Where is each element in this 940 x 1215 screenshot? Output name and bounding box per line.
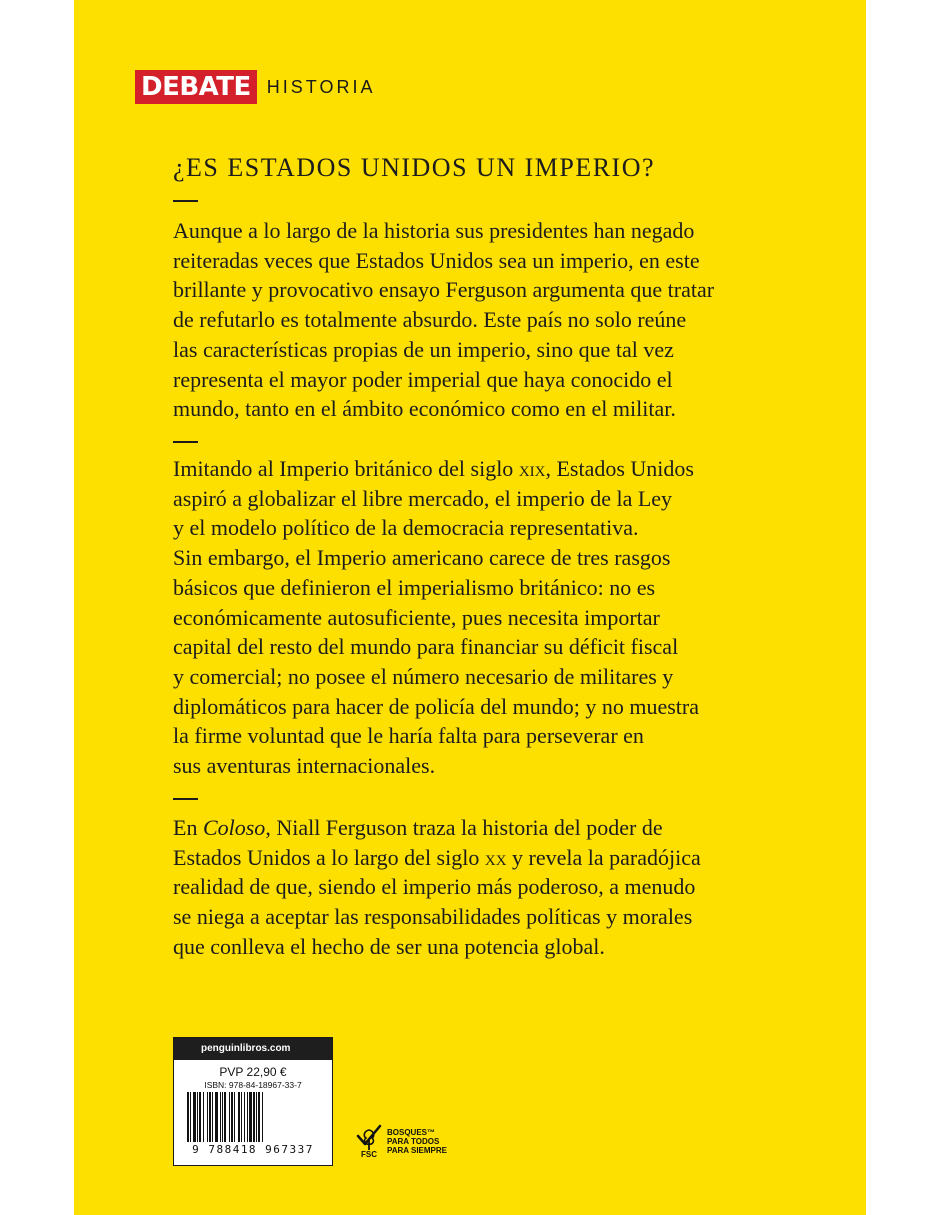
website-url: penguinlibros.com — [174, 1038, 332, 1060]
barcode-bar — [231, 1092, 233, 1142]
barcode-bar — [241, 1092, 242, 1142]
barcode-bar — [209, 1092, 211, 1142]
text-line — [173, 454, 783, 484]
text-line: económicamente autosuficiente, pues necesita importar — [173, 604, 660, 630]
text-line: la firme voluntad que le haría falta para perseverar en — [173, 723, 644, 749]
text-line — [173, 843, 783, 873]
fsc-slogan-line: PARA SIEMPRE — [387, 1146, 448, 1155]
text-line: sus aventuras internacionales. — [173, 753, 436, 779]
text-line: las características propias de un imperio, sino que tal vez — [173, 336, 674, 362]
book-title: Coloso — [202, 815, 266, 840]
text-line: capital del resto del mundo para financiar su déficit fiscal — [173, 634, 679, 660]
barcode-bar — [253, 1092, 255, 1142]
barcode-bar — [222, 1092, 223, 1142]
roman-century: xx — [484, 844, 507, 870]
text-line: básicos que definieron el imperialismo británico: no es — [173, 574, 656, 600]
retail-price: PVP 22,90 € — [219, 1065, 287, 1079]
text-line — [173, 813, 783, 843]
text-line: aspiró a globalizar el libre mercado, el imperio de la Ley — [173, 485, 673, 511]
roman-century: xix — [518, 456, 546, 481]
barcode-bar — [215, 1092, 218, 1142]
fsc-slogan — [387, 1128, 447, 1155]
text-fragment: Imitando al Imperio británico del siglo — [173, 456, 519, 481]
barcode-bar — [229, 1092, 230, 1142]
publisher-logo — [135, 70, 375, 104]
barcode-bar — [220, 1092, 221, 1142]
book-back-cover — [74, 0, 866, 1215]
barcode-icon — [185, 1092, 321, 1142]
blurb-paragraph-1 — [173, 216, 783, 424]
text-fragment: , Niall Ferguson traza la historia del poder de — [265, 815, 663, 840]
barcode-bar — [262, 1092, 263, 1142]
barcode-bar — [199, 1092, 201, 1142]
barcode-bar — [238, 1092, 240, 1142]
barcode-bar — [249, 1092, 252, 1142]
text-fragment: y revela la paradójica — [506, 844, 701, 870]
barcode-bar — [224, 1092, 226, 1142]
barcode-bar — [197, 1092, 198, 1142]
barcode-bar — [244, 1092, 245, 1142]
barcode-number: 9 788418 967337 — [192, 1143, 314, 1156]
text-line: realidad de que, siendo el imperio más poderoso, a menudo — [173, 874, 696, 900]
fsc-mark — [354, 1122, 384, 1159]
text-fragment: En — [173, 815, 203, 840]
blurb-paragraph-3 — [173, 813, 783, 962]
text-line: y el modelo político de la democracia representativa. — [173, 515, 639, 541]
text-line: que conlleva el hecho de ser una potencia global. — [173, 933, 605, 959]
text-line: diplomáticos para hacer de policía del mundo; y no muestra — [173, 693, 700, 719]
barcode-bar — [247, 1092, 248, 1142]
text-line: se niega a aceptar las responsabilidades políticas y morales — [173, 904, 693, 930]
text-line: Sin embargo, el Imperio americano carece de tres rasgos — [173, 545, 671, 571]
section-divider — [173, 441, 198, 443]
text-line: Aunque a lo largo de la historia sus presidentes han negado — [173, 218, 695, 243]
barcode-bar — [212, 1092, 213, 1142]
blurb-paragraph-2 — [173, 454, 783, 781]
barcode-bar — [207, 1092, 208, 1142]
barcode-bar — [256, 1092, 257, 1142]
text-line: mundo, tanto en el ámbito económico como en el militar. — [173, 396, 676, 422]
section-divider — [173, 200, 198, 202]
text-line: representa el mayor poder imperial que haya conocido el — [173, 366, 673, 392]
fsc-slogan-line: BOSQUES™ — [387, 1128, 436, 1137]
fsc-certification — [354, 1122, 447, 1159]
fsc-slogan-line: PARA TODOS — [387, 1137, 440, 1146]
text-line: y comercial; no posee el número necesario de militares y — [173, 663, 674, 689]
text-fragment: Estados Unidos a lo largo del siglo — [173, 844, 485, 870]
blurb-heading: ¿ES ESTADOS UNIDOS UN IMPERIO? — [173, 153, 656, 182]
text-fragment: , Estados Unidos — [545, 456, 694, 481]
section-divider — [173, 798, 198, 800]
barcode-bar — [193, 1092, 196, 1142]
barcode-bar — [190, 1092, 191, 1142]
collection-name: HISTORIA — [266, 76, 376, 97]
publisher-name: DEBATE — [135, 70, 257, 104]
barcode-bar — [187, 1092, 189, 1142]
barcode-bar — [203, 1092, 204, 1142]
text-line: brillante y provocativo ensayo Ferguson argumenta que tratar — [173, 277, 715, 303]
fsc-label: FSC — [361, 1150, 377, 1159]
tree-check-icon — [354, 1122, 384, 1152]
text-line: reiteradas veces que Estados Unidos sea un imperio, en este — [173, 247, 700, 273]
price-barcode-box — [173, 1037, 333, 1166]
barcode-bar — [258, 1092, 260, 1142]
text-line: de refutarlo es totalmente absurdo. Este país no solo reúne — [173, 307, 687, 333]
barcode-bar — [234, 1092, 235, 1142]
isbn-number: ISBN: 978-84-18967-33-7 — [204, 1080, 302, 1090]
